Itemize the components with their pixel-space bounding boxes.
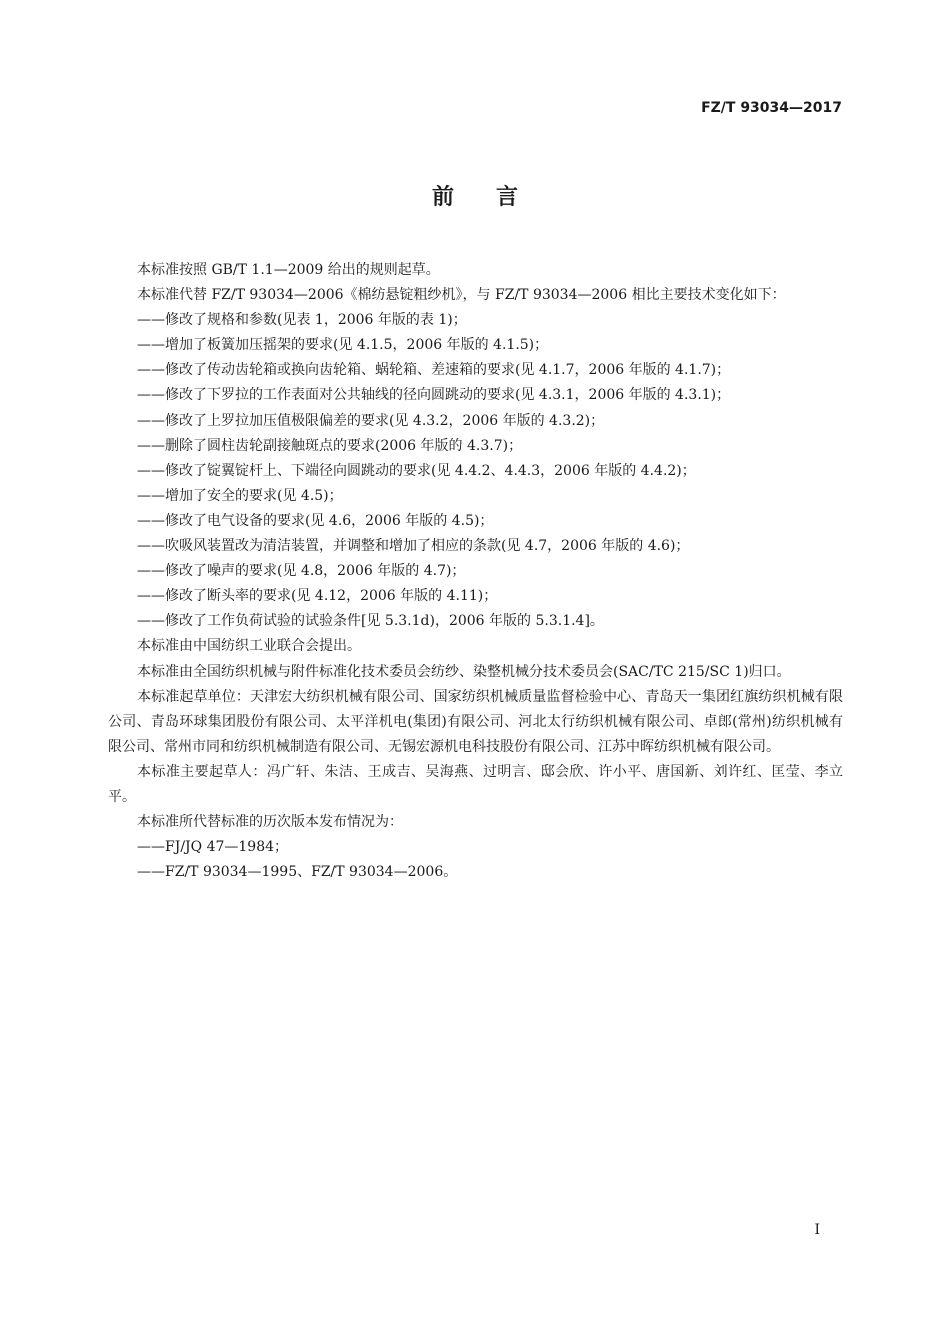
- list-item: ——修改了传动齿轮箱或换向齿轮箱、蜗轮箱、差速箱的要求(见 4.1.7，2006 年版的 4.1.7)；: [137, 362, 731, 379]
- list-item: ——FJ/JQ 47—1984；: [137, 839, 289, 856]
- document-body: [108, 258, 843, 885]
- page-title: 前言: [431, 185, 560, 210]
- paragraph-drafting-rules: 本标准按照 GB/T 1.1—2009 给出的规则起草。: [137, 262, 440, 278]
- standard-code: FZ/T 93034—2017: [701, 100, 842, 116]
- paragraph-proposer: 本标准由中国纺织工业联合会提出。: [137, 638, 361, 655]
- history-list: [108, 835, 843, 885]
- list-item: ——增加了板簧加压摇架的要求(见 4.1.5，2006 年版的 4.1.5)；: [137, 337, 549, 354]
- list-item: ——修改了锭翼锭杆上、下端径向圆跳动的要求(见 4.4.2、4.4.3，2006 年版的 4.4.2)；: [137, 462, 696, 479]
- paragraph-history-intro: 本标准所代替标准的历次版本发布情况为：: [137, 814, 403, 831]
- list-item: ——删除了圆柱齿轮副接触斑点的要求(2006 年版的 4.3.7)；: [137, 437, 523, 454]
- paragraph-drafters: 本标准主要起草人：冯广轩、朱洁、王成吉、吴海燕、过明言、邸会欣、许小平、唐国新、刘许红、匡莹、李立平。: [108, 763, 843, 805]
- paragraph-replacement: 本标准代替 FZ/T 93034—2006《棉纺悬锭粗纱机》，与 FZ/T 93034—2006 相比主要技术变化如下：: [137, 287, 786, 304]
- paragraph-committee: 本标准由全国纺织机械与附件标准化技术委员会纺纱、染整机械分技术委员会(SAC/TC 215/SC 1)归口。: [137, 663, 791, 680]
- list-item: ——修改了断头率的要求(见 4.12，2006 年版的 4.11)；: [137, 588, 498, 605]
- list-item: ——修改了下罗拉的工作表面对公共轴线的径向圆跳动的要求(见 4.3.1，2006 年版的 4.3.1)；: [137, 387, 731, 404]
- list-item: ——增加了安全的要求(见 4.5)；: [137, 487, 343, 504]
- list-item: ——修改了上罗拉加压值极限偏差的要求(见 4.3.2，2006 年版的 4.3.2)；: [137, 412, 605, 429]
- list-item: ——修改了工作负荷试验的试验条件[见 5.3.1d)，2006 年版的 5.3.1.4]。: [137, 613, 604, 630]
- list-item: ——修改了电气设备的要求(见 4.6，2006 年版的 4.5)；: [137, 512, 494, 529]
- page-number: I: [814, 1222, 820, 1238]
- list-item: ——修改了规格和参数(见表 1，2006 年版的表 1)；: [137, 312, 467, 329]
- list-item: ——FZ/T 93034—1995、FZ/T 93034—2006。: [137, 864, 458, 881]
- paragraph-drafting-units: 本标准起草单位：天津宏大纺织机械有限公司、国家纺织机械质量监督检验中心、青岛天一集团红旗纺织机械有限公司、青岛环球集团股份有限公司、太平洋机电(集团)有限公司、河北太行纺织机械有限公司、卓郎(常州)纺织机械有限公司、常州市同和纺织机械制造有限公司、无锡宏源机电科技股份有限公司、江苏中晖纺织机械有限公司。: [108, 688, 843, 755]
- changes-list: [108, 308, 843, 634]
- list-item: ——修改了噪声的要求(见 4.8，2006 年版的 4.7)；: [137, 563, 466, 580]
- list-item: ——吹吸风装置改为清洁装置，并调整和增加了相应的条款(见 4.7，2006 年版的 4.6)；: [137, 538, 690, 555]
